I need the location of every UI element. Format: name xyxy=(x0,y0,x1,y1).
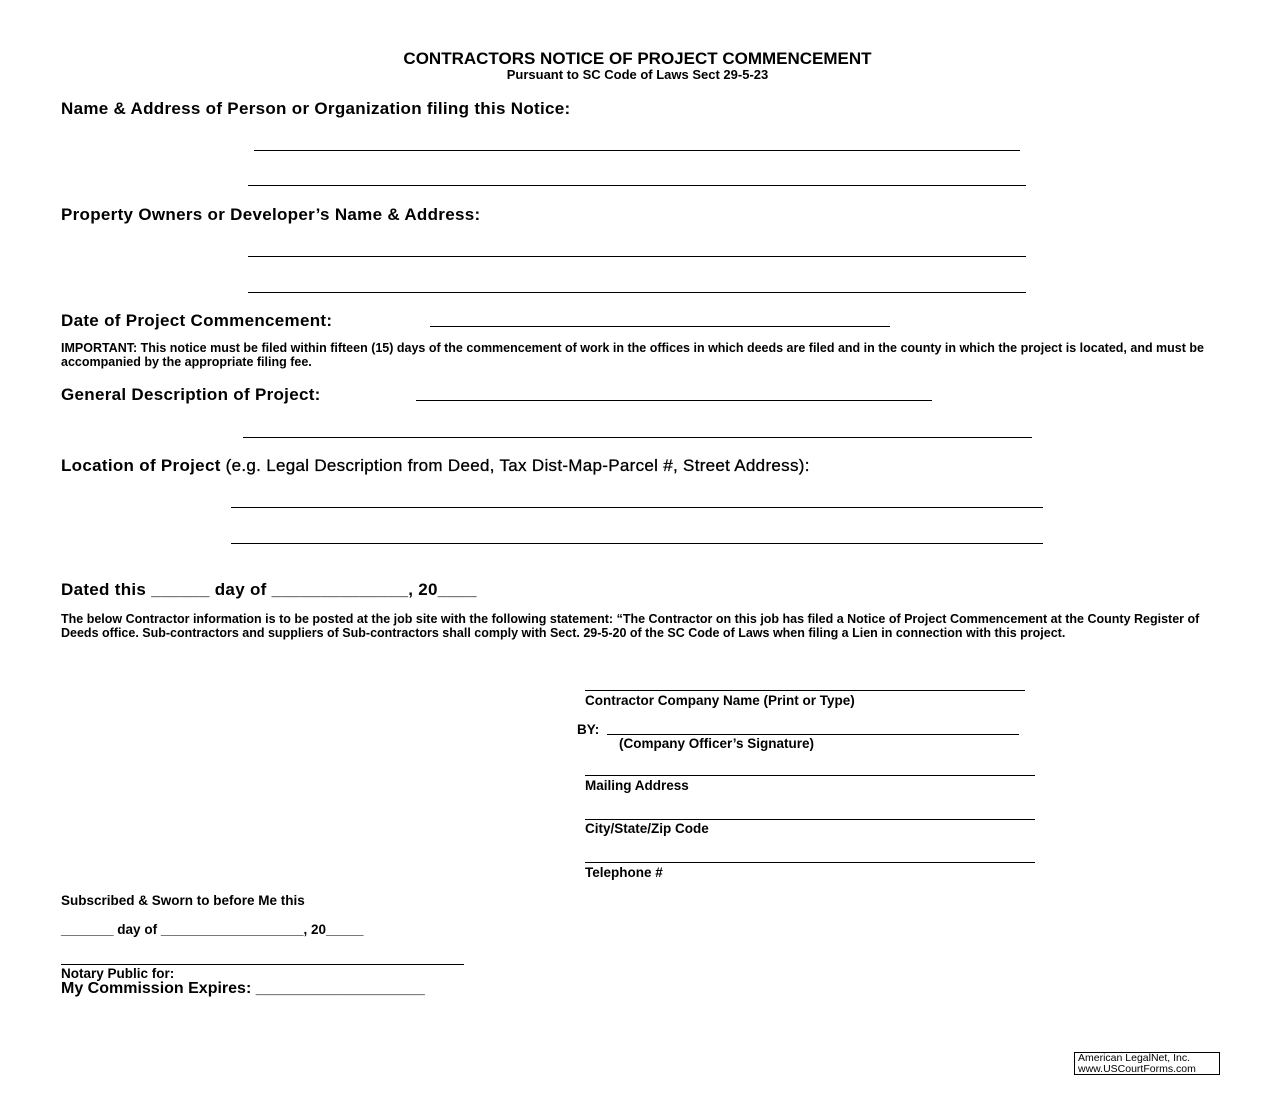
city-state-zip-label: City/State/Zip Code xyxy=(585,821,709,836)
location-line-2[interactable] xyxy=(231,543,1043,544)
publisher-name: American LegalNet, Inc. xyxy=(1078,1052,1191,1064)
location-label-row xyxy=(61,456,810,476)
sworn-day-line[interactable]: _______ day of ___________________, 20_____ xyxy=(61,922,364,937)
location-line-1[interactable] xyxy=(231,507,1043,508)
filer-line-1[interactable] xyxy=(254,150,1020,151)
owner-line-1[interactable] xyxy=(248,256,1026,257)
filer-line-2[interactable] xyxy=(248,185,1026,186)
description-label: General Description of Project: xyxy=(61,385,321,404)
mailing-address-label: Mailing Address xyxy=(585,778,689,793)
dated-line[interactable]: Dated this ______ day of ______________, 20____ xyxy=(61,580,477,599)
date-label: Date of Project Commencement: xyxy=(61,311,333,330)
publisher-stamp xyxy=(1074,1052,1220,1075)
important-notice xyxy=(61,342,1211,369)
signature-line[interactable] xyxy=(607,734,1019,735)
filer-label: Name & Address of Person or Organization filing this Notice: xyxy=(61,99,571,118)
company-name-line[interactable] xyxy=(585,690,1025,691)
telephone-label: Telephone # xyxy=(585,865,663,880)
notary-label: Notary Public for: xyxy=(61,966,175,981)
important-label: IMPORTANT: xyxy=(61,341,138,355)
city-state-zip-line[interactable] xyxy=(585,819,1035,820)
owner-line-2[interactable] xyxy=(248,292,1026,293)
posting-statement: The below Contractor information is to be posted at the job site with the following statement: “The Contractor on this job has filed a Notice of Project Commencement at the County Register of Deeds office. Sub-contractors and suppliers of Sub-contractors shall comply with Sect. 29-5-20 of the SC Code of Laws when filing a Lien in connection with this project. xyxy=(61,612,1200,640)
form-title: CONTRACTORS NOTICE OF PROJECT COMMENCEMENT xyxy=(403,49,872,68)
important-text: This notice must be filed within fifteen (15) days of the commencement of work in the offices in which deeds are filed and in the county in which the project is located, and must be accompanied by the appropriate filing fee. xyxy=(61,341,1204,369)
mailing-address-line[interactable] xyxy=(585,775,1035,776)
sworn-label: Subscribed & Sworn to before Me this xyxy=(61,893,305,908)
owner-label: Property Owners or Developer’s Name & Address: xyxy=(61,205,481,224)
date-line[interactable] xyxy=(430,326,890,327)
form-subtitle: Pursuant to SC Code of Laws Sect 29-5-23 xyxy=(506,67,769,82)
telephone-line[interactable] xyxy=(585,862,1035,863)
description-line-1[interactable] xyxy=(416,400,932,401)
publisher-website: www.USCourtForms.com xyxy=(1078,1063,1196,1075)
description-line-2[interactable] xyxy=(243,437,1032,438)
by-label: BY: xyxy=(577,722,600,737)
location-hint: (e.g. Legal Description from Deed, Tax Dist-Map-Parcel #, Street Address): xyxy=(220,456,810,475)
location-label: Location of Project xyxy=(61,456,221,475)
notary-signature-line[interactable] xyxy=(61,964,464,965)
signature-label: (Company Officer’s Signature) xyxy=(619,736,815,751)
commission-expires[interactable]: My Commission Expires: ___________________ xyxy=(61,980,425,997)
company-name-label: Contractor Company Name (Print or Type) xyxy=(585,693,855,708)
